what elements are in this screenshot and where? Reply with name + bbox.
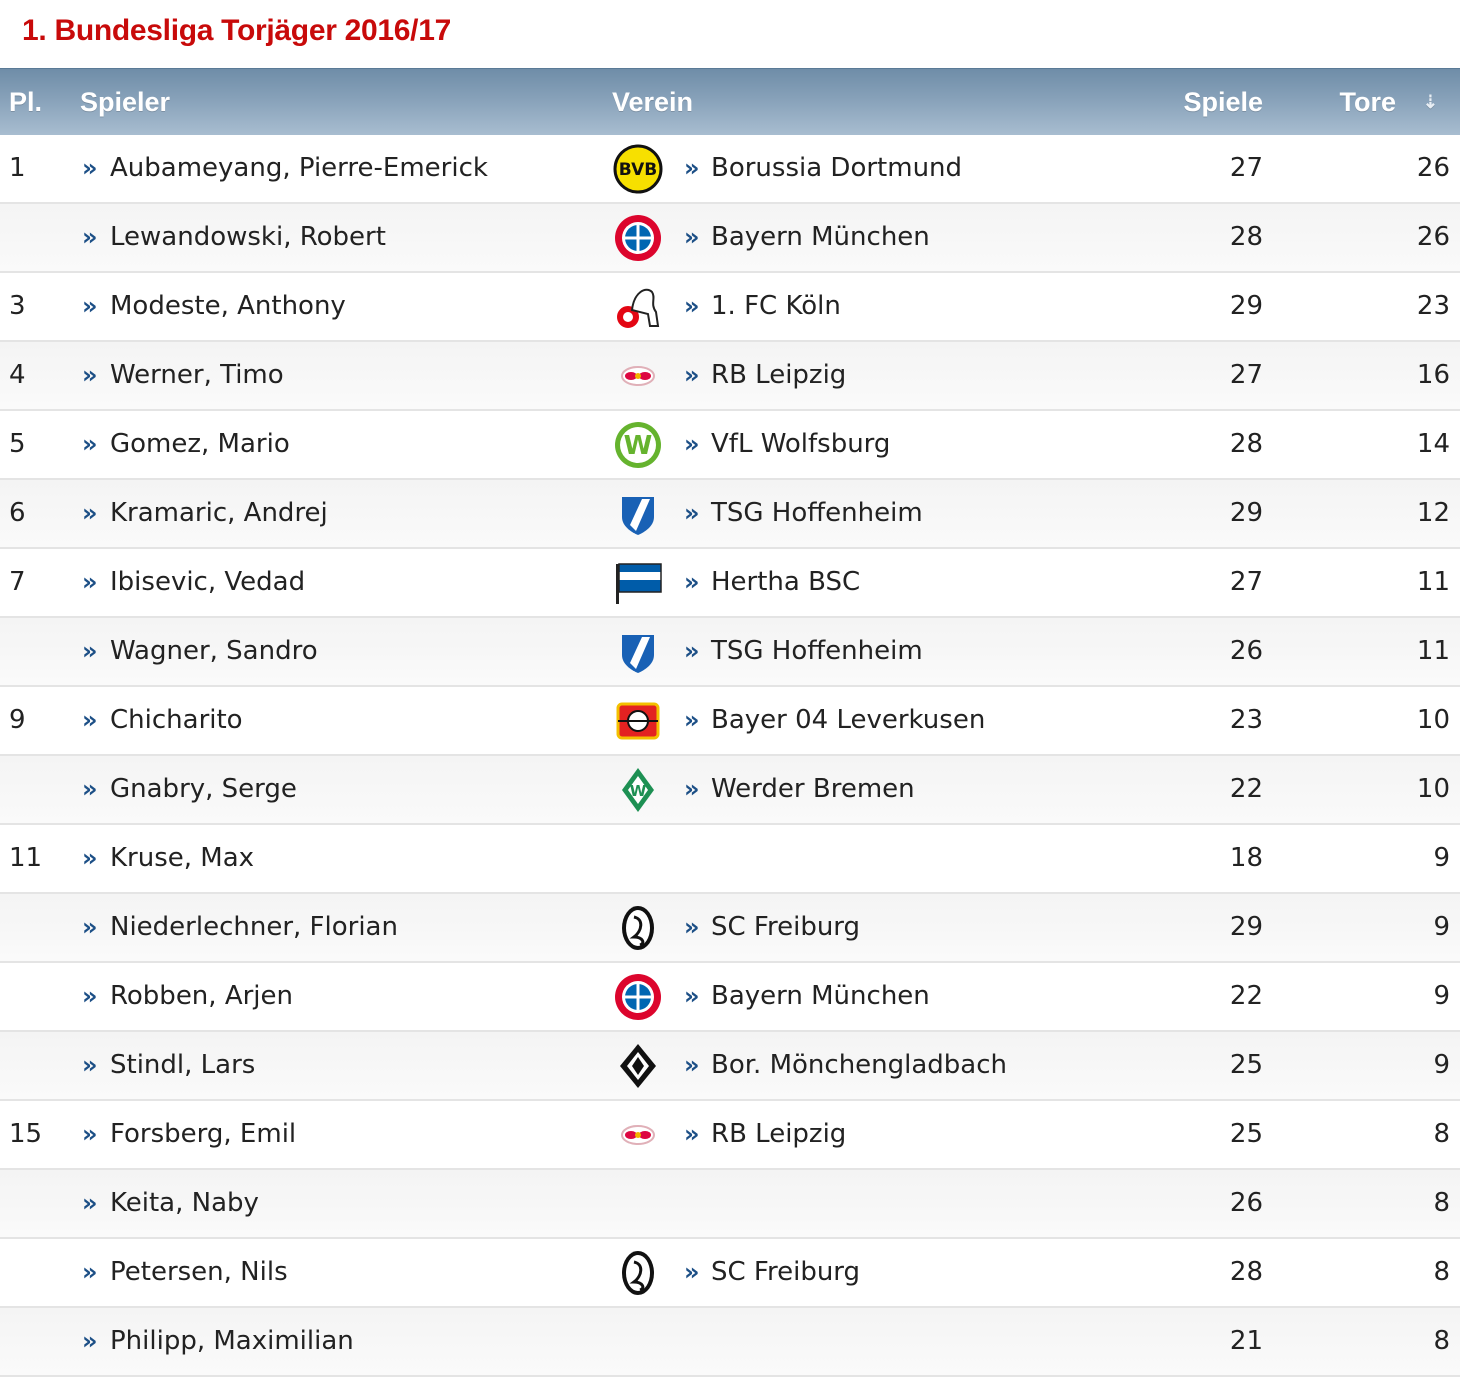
table-row [0, 1101, 1460, 1170]
player-link-marker[interactable]: » [82, 361, 98, 389]
games-cell: 21 [1229, 1326, 1263, 1356]
games-cell: 29 [1229, 291, 1263, 321]
player-link-marker[interactable]: » [82, 154, 98, 182]
player-link[interactable]: Wagner, Sandro [110, 636, 318, 666]
table-row [0, 1170, 1460, 1239]
player-link[interactable]: Kramaric, Andrej [110, 498, 328, 528]
rank-cell: 6 [9, 498, 26, 528]
games-cell: 28 [1229, 222, 1263, 252]
club-link-marker[interactable]: » [684, 154, 700, 182]
goals-cell: 12 [1416, 498, 1450, 528]
player-link[interactable]: Kruse, Max [110, 843, 255, 873]
goals-cell: 9 [1433, 912, 1450, 942]
player-link[interactable]: Lewandowski, Robert [110, 222, 386, 252]
header-club[interactable]: Verein [612, 87, 694, 117]
club-link[interactable]: Bayer 04 Leverkusen [711, 705, 986, 735]
club-link-marker[interactable]: » [684, 1051, 700, 1079]
goals-cell: 16 [1416, 360, 1450, 390]
club-link[interactable]: RB Leipzig [711, 1119, 847, 1149]
club-link[interactable]: Hertha BSC [711, 567, 861, 597]
scf-club-logo-icon [612, 1248, 664, 1298]
table-row [0, 135, 1460, 204]
club-link-marker[interactable]: » [684, 1120, 700, 1148]
goals-cell: 8 [1433, 1326, 1450, 1356]
games-cell: 26 [1229, 636, 1263, 666]
player-link[interactable]: Forsberg, Emil [110, 1119, 297, 1149]
bmg-club-logo-icon [612, 1041, 664, 1091]
goals-cell: 9 [1433, 981, 1450, 1011]
games-cell: 29 [1229, 498, 1263, 528]
rank-cell: 4 [9, 360, 26, 390]
player-link[interactable]: Philipp, Maximilian [110, 1326, 354, 1356]
scorer-table-body [0, 135, 1460, 1377]
player-link-marker[interactable]: » [82, 637, 98, 665]
table-row [0, 342, 1460, 411]
club-link-marker[interactable]: » [684, 1258, 700, 1286]
club-link-marker[interactable]: » [684, 430, 700, 458]
goals-cell: 10 [1416, 774, 1450, 804]
page-title: 1. Bundesliga Torjäger 2016/17 [22, 14, 451, 47]
player-link[interactable]: Niederlechner, Florian [110, 912, 398, 942]
player-link-marker[interactable]: » [82, 292, 98, 320]
goals-cell: 11 [1416, 567, 1450, 597]
games-cell: 22 [1229, 774, 1263, 804]
hertha-club-logo-icon [612, 558, 664, 608]
table-row [0, 825, 1460, 894]
table-header [0, 68, 1460, 135]
player-link[interactable]: Keita, Naby [110, 1188, 259, 1218]
header-rank[interactable]: Pl. [9, 87, 43, 117]
table-row [0, 1239, 1460, 1308]
tsg-club-logo-icon [612, 627, 664, 677]
table-row [0, 963, 1460, 1032]
club-link[interactable]: 1. FC Köln [711, 291, 841, 321]
games-cell: 28 [1229, 429, 1263, 459]
games-cell: 25 [1229, 1050, 1263, 1080]
games-cell: 27 [1229, 567, 1263, 597]
club-link[interactable]: RB Leipzig [711, 360, 847, 390]
club-link-marker[interactable]: » [684, 568, 700, 596]
player-link[interactable]: Modeste, Anthony [110, 291, 346, 321]
tsg-club-logo-icon [612, 489, 664, 539]
svw-club-logo-icon [612, 765, 664, 815]
club-link[interactable]: TSG Hoffenheim [711, 636, 923, 666]
player-link-marker[interactable]: » [82, 775, 98, 803]
club-link-marker[interactable]: » [684, 775, 700, 803]
b04-club-logo-icon [612, 696, 664, 746]
rank-cell: 3 [9, 291, 26, 321]
player-link-marker[interactable]: » [82, 1327, 98, 1355]
club-link[interactable]: Bor. Mönchengladbach [711, 1050, 1008, 1080]
scf-club-logo-icon [612, 903, 664, 953]
player-link[interactable]: Gnabry, Serge [110, 774, 297, 804]
goals-cell: 23 [1416, 291, 1450, 321]
rank-cell: 5 [9, 429, 26, 459]
player-link-marker[interactable]: » [82, 1120, 98, 1148]
goals-cell: 10 [1416, 705, 1450, 735]
rbl-club-logo-icon [612, 1110, 664, 1160]
header-games[interactable]: Spiele [1183, 87, 1263, 117]
player-link-marker[interactable]: » [82, 430, 98, 458]
games-cell: 29 [1229, 912, 1263, 942]
club-link-marker[interactable]: » [684, 292, 700, 320]
player-link[interactable]: Gomez, Mario [110, 429, 290, 459]
club-link[interactable]: SC Freiburg [711, 1257, 861, 1287]
goals-cell: 26 [1416, 222, 1450, 252]
games-cell: 18 [1229, 843, 1263, 873]
goals-cell: 9 [1433, 1050, 1450, 1080]
rank-cell: 1 [9, 153, 26, 183]
player-link[interactable]: Aubameyang, Pierre-Emerick [110, 153, 488, 183]
player-link-marker[interactable]: » [82, 223, 98, 251]
table-row [0, 756, 1460, 825]
club-link-marker[interactable]: » [684, 637, 700, 665]
header-goals[interactable]: Tore [1339, 87, 1396, 117]
player-link-marker[interactable]: » [82, 706, 98, 734]
club-link[interactable]: Werder Bremen [711, 774, 915, 804]
club-link[interactable]: SC Freiburg [711, 912, 861, 942]
player-link-marker[interactable]: » [82, 913, 98, 941]
table-row [0, 273, 1460, 342]
bvb-club-logo-icon [612, 144, 664, 194]
club-link[interactable]: VfL Wolfsburg [711, 429, 891, 459]
games-cell: 26 [1229, 1188, 1263, 1218]
games-cell: 22 [1229, 981, 1263, 1011]
fcb-club-logo-icon [612, 213, 664, 263]
rank-cell: 7 [9, 567, 26, 597]
goals-cell: 26 [1416, 153, 1450, 183]
player-link[interactable]: Robben, Arjen [110, 981, 293, 1011]
table-row [0, 687, 1460, 756]
vfl-club-logo-icon [612, 420, 664, 470]
games-cell: 28 [1229, 1257, 1263, 1287]
rank-cell: 9 [9, 705, 26, 735]
player-link-marker[interactable]: » [82, 1051, 98, 1079]
club-link[interactable]: Bayern München [711, 222, 930, 252]
club-link-marker[interactable]: » [684, 223, 700, 251]
player-link-marker[interactable]: » [82, 1189, 98, 1217]
rank-cell: 11 [9, 843, 43, 873]
rank-cell: 15 [9, 1119, 43, 1149]
goals-cell: 14 [1416, 429, 1450, 459]
table-row [0, 1032, 1460, 1101]
player-link[interactable]: Stindl, Lars [110, 1050, 256, 1080]
goals-cell: 8 [1433, 1257, 1450, 1287]
svg-text:BVB: BVB [618, 160, 658, 180]
player-link-marker[interactable]: » [82, 499, 98, 527]
games-cell: 23 [1229, 705, 1263, 735]
fcb-club-logo-icon [612, 972, 664, 1022]
table-row [0, 204, 1460, 273]
rbl-club-logo-icon [612, 351, 664, 401]
club-link-marker[interactable]: » [684, 499, 700, 527]
goals-cell: 11 [1416, 636, 1450, 666]
club-link[interactable]: Borussia Dortmund [711, 153, 963, 183]
player-link[interactable]: Werner, Timo [110, 360, 284, 390]
club-link[interactable]: Bayern München [711, 981, 930, 1011]
games-cell: 27 [1229, 360, 1263, 390]
svg-text:W: W [623, 431, 653, 461]
svg-text:W: W [629, 782, 647, 800]
club-link-marker[interactable]: » [684, 913, 700, 941]
goals-cell: 8 [1433, 1119, 1450, 1149]
player-link-marker[interactable]: » [82, 982, 98, 1010]
sort-desc-icon[interactable]: ⇣ [1422, 92, 1438, 112]
table-row [0, 549, 1460, 618]
club-link-marker[interactable]: » [684, 706, 700, 734]
club-link-marker[interactable]: » [684, 361, 700, 389]
table-row [0, 480, 1460, 549]
header-player[interactable]: Spieler [80, 87, 171, 117]
player-link[interactable]: Petersen, Nils [110, 1257, 288, 1287]
player-link[interactable]: Ibisevic, Vedad [110, 567, 306, 597]
club-link[interactable]: TSG Hoffenheim [711, 498, 923, 528]
table-row [0, 411, 1460, 480]
table-row [0, 618, 1460, 687]
goals-cell: 9 [1433, 843, 1450, 873]
koeln-club-logo-icon [612, 282, 664, 332]
club-link-marker[interactable]: » [684, 982, 700, 1010]
player-link-marker[interactable]: » [82, 844, 98, 872]
player-link-marker[interactable]: » [82, 1258, 98, 1286]
table-row [0, 1308, 1460, 1377]
games-cell: 25 [1229, 1119, 1263, 1149]
games-cell: 27 [1229, 153, 1263, 183]
goals-cell: 8 [1433, 1188, 1450, 1218]
table-row [0, 894, 1460, 963]
player-link-marker[interactable]: » [82, 568, 98, 596]
player-link[interactable]: Chicharito [110, 705, 243, 735]
